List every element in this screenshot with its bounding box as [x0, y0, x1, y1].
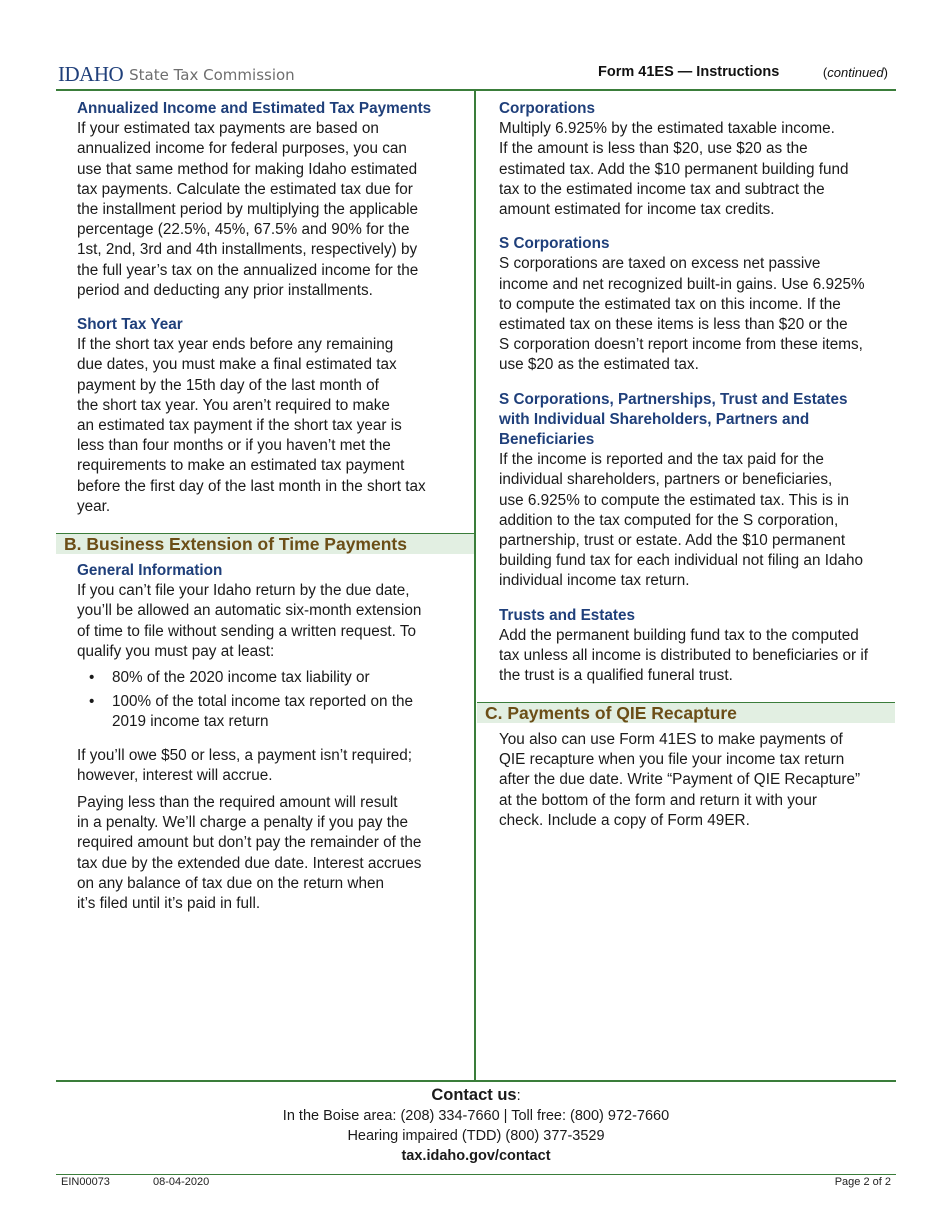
text-line: annualized income for federal purposes, you can: [77, 140, 407, 158]
header-rule: [56, 89, 896, 91]
text-line: Add the permanent building fund tax to the computed: [499, 626, 859, 644]
text-line: If the amount is less than $20, use $20 as the: [499, 140, 808, 158]
contact-title-text: Contact us: [431, 1086, 517, 1104]
corporations-body: [499, 119, 894, 220]
text-line: required amount but don’t pay the remainder of the: [77, 834, 422, 852]
text-line: use $20 as the estimated tax.: [499, 356, 699, 374]
annualized-heading: Annualized Income and Estimated Tax Payments: [77, 100, 432, 117]
text-line: qualify you must pay at least:: [77, 642, 275, 660]
page-number: Page 2 of 2: [834, 1176, 891, 1188]
text-line: the full year’s tax on the annualized income for the: [77, 261, 419, 279]
general-information-body: [77, 581, 455, 662]
text-line: use 6.925% to compute the estimated tax. This is in: [499, 491, 850, 509]
right-column: [499, 99, 894, 686]
pass-through-heading: [499, 390, 894, 451]
section-b-banner: [56, 533, 474, 554]
heading-line: S Corporations, Partnerships, Trust and Estates: [499, 390, 848, 408]
text-line: S corporation doesn’t report income from these items,: [499, 336, 863, 354]
list-item: [77, 692, 455, 732]
section-c-title: C. Payments of QIE Recapture: [485, 703, 737, 723]
text-line: • 80% of the 2020 income tax liability or: [112, 669, 370, 687]
text-line: payment by the 15th day of the last month of: [77, 376, 379, 394]
text-line: percentage (22.5%, 45%, 67.5% and 90% for the: [77, 221, 410, 239]
text-line: after the due date. Write “Payment of QIE Recapture”: [499, 771, 861, 789]
section-c-content: [499, 730, 894, 831]
text-line: estimated tax. Add the $10 permanent building fund: [499, 160, 849, 178]
heading-line: Beneficiaries: [499, 431, 595, 449]
text-line: individual shareholders, partners or beneficiaries,: [499, 471, 833, 489]
footer-rule: [56, 1174, 896, 1175]
text-line: estimated tax on these items is less than $20 or the: [499, 316, 848, 334]
trusts-estates-heading: Trusts and Estates: [499, 606, 636, 624]
text-line: If you’ll owe $50 or less, a payment isn’t required;: [77, 746, 413, 764]
text-line: Paying less than the required amount will result: [77, 794, 398, 812]
text-line: less than four months or if you haven’t met the: [77, 437, 391, 455]
trusts-estates-body: [499, 626, 894, 687]
revision-date: 08-04-2020: [153, 1176, 210, 1188]
contact-title: [56, 1085, 896, 1106]
text-line: 1st, 2nd, 3rd and 4th installments, respectively) by: [77, 241, 418, 259]
text-line: QIE recapture when you file your income tax return: [499, 751, 845, 769]
text-line: If the income is reported and the tax paid for the: [499, 451, 824, 469]
contact-title-colon: :: [516, 1088, 521, 1104]
payment-threshold-list: [77, 668, 455, 733]
annualized-body: [77, 119, 455, 301]
text-line: period and deducting any prior installments.: [77, 281, 373, 299]
text-line: use that same method for making Idaho estimated: [77, 160, 418, 178]
text-line: 2019 income tax return: [112, 713, 269, 731]
text-line: requirements to make an estimated tax payment: [77, 457, 405, 475]
owe-less-paragraph: [77, 746, 455, 786]
text-line: you’ll be allowed an automatic six-month extension: [77, 602, 422, 620]
text-line: If your estimated tax payments are based on: [77, 120, 379, 138]
text-line: an estimated tax payment if the short tax year is: [77, 417, 402, 435]
left-column: [77, 99, 455, 517]
text-line: If you can’t file your Idaho return by the due date,: [77, 582, 410, 600]
corporations-heading: Corporations: [499, 100, 596, 117]
section-b-content: [77, 561, 455, 914]
text-line: tax due by the extended due date. Interest accrues: [77, 854, 422, 872]
text-line: it’s filed until it’s paid in full.: [77, 895, 261, 913]
text-line: amount estimated for income tax credits.: [499, 201, 775, 219]
contact-tdd-line: Hearing impaired (TDD) (800) 377-3529: [347, 1128, 605, 1144]
text-line: the trust is a qualified funeral trust.: [499, 667, 733, 685]
text-line: addition to the tax computed for the S corporation,: [499, 511, 839, 529]
column-divider: [474, 90, 476, 1081]
text-line: partnership, trust or estate. Add the $10 permanent: [499, 532, 846, 550]
s-corporations-heading: S Corporations: [499, 235, 610, 253]
s-corporations-body: [499, 254, 894, 375]
text-line: due dates, you must make a final estimated tax: [77, 356, 397, 374]
text-line: the installment period by multiplying the applicable: [77, 201, 418, 219]
contact-link[interactable]: tax.idaho.gov/contact: [401, 1148, 551, 1164]
list-item: [77, 668, 455, 688]
form-code: EIN00073: [61, 1176, 110, 1188]
heading-line: with Individual Shareholders, Partners and: [499, 410, 810, 428]
section-c-banner: [477, 702, 895, 723]
text-line: on any balance of tax due on the return when: [77, 874, 385, 892]
continued-label: (continued): [822, 65, 888, 80]
penalty-paragraph: [77, 793, 455, 914]
continued-text: continued: [827, 65, 884, 80]
section-b-title: B. Business Extension of Time Payments: [64, 534, 407, 554]
logo-wordmark: IDAHO: [58, 62, 124, 86]
text-line: in a penalty. We’ll charge a penalty if you pay the: [77, 814, 409, 832]
general-information-heading: General Information: [77, 562, 223, 579]
text-line: S corporations are taxed on excess net passive: [499, 255, 821, 273]
contact-rule: [56, 1080, 896, 1082]
page-header: [56, 60, 894, 90]
text-line: however, interest will accrue.: [77, 766, 273, 784]
short-tax-year-body: [77, 335, 455, 517]
logo-agency-name: State Tax Commission: [129, 65, 295, 84]
text-line: income and net recognized built-in gains. Use 6.925%: [499, 275, 865, 293]
contact-block: [56, 1085, 896, 1166]
pass-through-body: [499, 450, 894, 591]
contact-phone-line: In the Boise area: (208) 334-7660 | Toll free: (800) 972-7660: [282, 1108, 670, 1124]
text-line: the short tax year. You aren’t required to make: [77, 396, 390, 414]
text-line: before the first day of the last month in the short tax: [77, 477, 426, 495]
text-line: check. Include a copy of Form 49ER.: [499, 811, 750, 829]
text-line: to compute the estimated tax on this income. If the: [499, 295, 841, 313]
text-line: tax unless all income is distributed to beneficiaries or if: [499, 647, 869, 665]
short-tax-year-heading: Short Tax Year: [77, 316, 183, 334]
text-line: tax payments. Calculate the estimated tax due for: [77, 180, 413, 198]
text-line: year.: [77, 497, 111, 515]
text-line: at the bottom of the form and return it with your: [499, 791, 817, 809]
text-line: Multiply 6.925% by the estimated taxable income.: [499, 120, 835, 138]
text-line: You also can use Form 41ES to make payments of: [499, 731, 843, 748]
text-line: of time to file without sending a written request. To: [77, 622, 416, 640]
form-title: Form 41ES — Instructions: [598, 64, 780, 80]
text-line: building fund tax for each individual not filing an Idaho: [499, 552, 863, 570]
text-line: If the short tax year ends before any remaining: [77, 336, 394, 354]
text-line: • 100% of the total income tax reported on the: [112, 693, 414, 711]
text-line: individual income tax return.: [499, 572, 690, 590]
idaho-tax-logo[interactable]: [58, 62, 295, 87]
text-line: tax to the estimated income tax and subtract the: [499, 180, 825, 198]
